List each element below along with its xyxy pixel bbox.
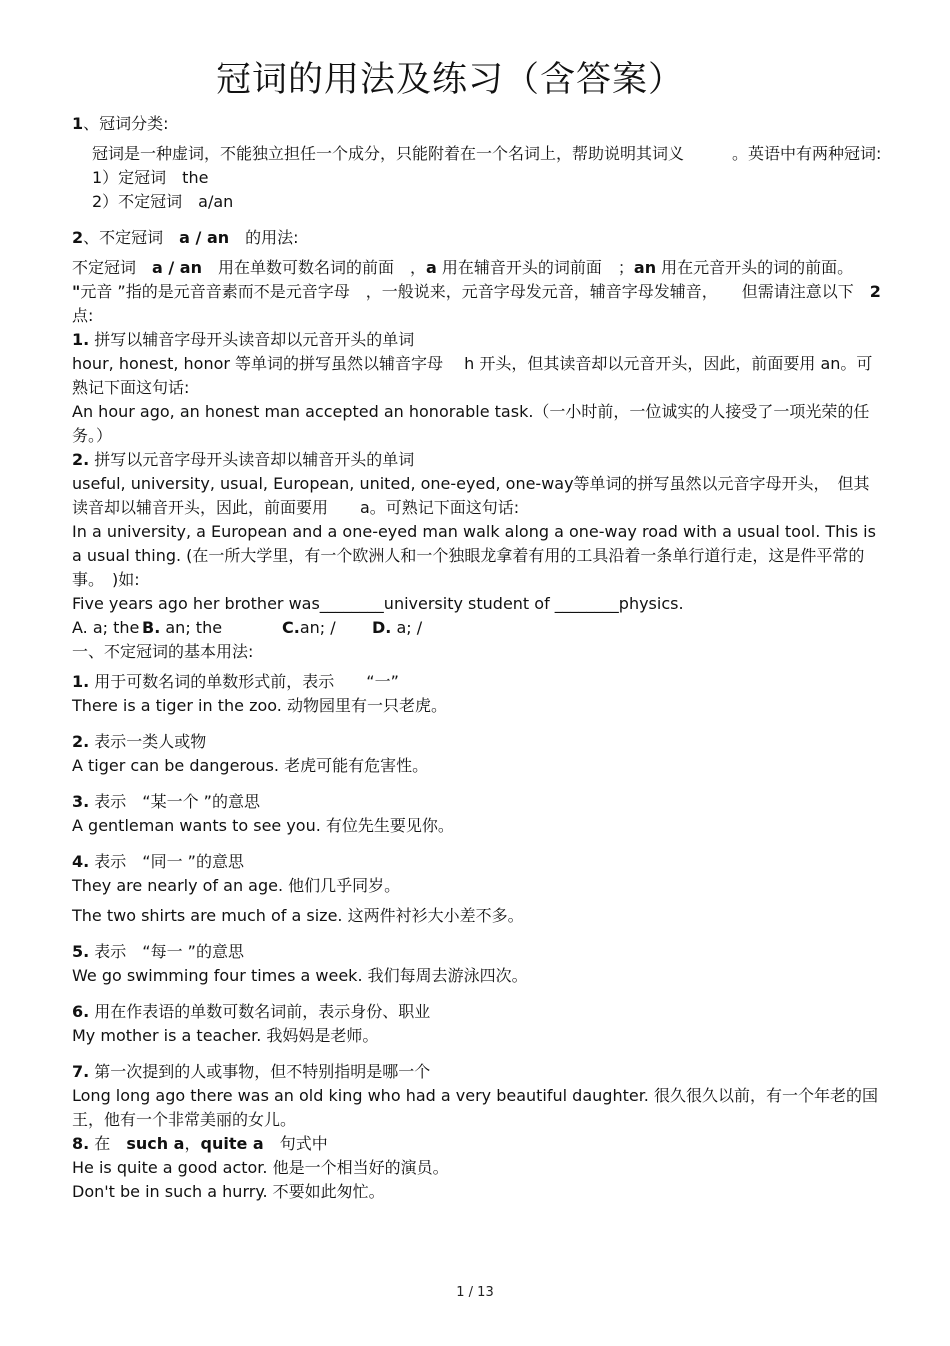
usage-7-title: 7. 第一次提到的人或事物，但不特别指明是哪一个 [72, 1062, 431, 1081]
usage-3-example: A gentleman wants to see you. 有位先生要见你。 [72, 816, 454, 835]
section-1-heading: 1、冠词分类: [72, 114, 169, 133]
usage-4-example-2: The two shirts are much of a size. 这两件衬衫大小差不多。 [72, 906, 524, 925]
usage-5-title: 5. 表示 “每一 ”的意思 [72, 942, 244, 961]
basic-usage-heading: 一、不定冠词的基本用法: [72, 642, 254, 661]
usage-3-title: 3. 表示 “某一个 ”的意思 [72, 792, 260, 811]
point-2-text: useful, university, usual, European, united, one-eyed, one-way等单词的拼写虽然以元音字母开头， 但其读音却以辅音开头，因此，前面要用 a。可熟记下面这句话: [72, 474, 870, 517]
usage-8-title: 8. 在 such a，quite a 句式中 [72, 1134, 328, 1153]
usage-2-example: A tiger can be dangerous. 老虎可能有危害性。 [72, 756, 429, 775]
section-2-heading: 2、不定冠词 a / an 的用法: [72, 228, 299, 247]
usage-7-example: Long long ago there was an old king who had a very beautiful daughter. 很久很久以前，有一个年老的国王，他有一个非常美丽的女儿。 [72, 1086, 878, 1129]
point-2-title: 2. 拼写以元音字母开头读音却以辅音开头的单词 [72, 450, 415, 469]
usage-4-example-1: They are nearly of an age. 他们几乎同岁。 [72, 876, 401, 895]
point-2-example: In a university, a European and a one-eyed man walk along a one-way road with a usual tool. This is a usual thing. (在一所大学里，有一个欧洲人和一个独眼龙拿着有用的工具沿着一条单行道行走，这是件平常的事。 )如: [72, 522, 876, 589]
usage-5-example: We go swimming four times a week. 我们每周去游泳四次。 [72, 966, 528, 985]
usage-4-title: 4. 表示 “同一 ”的意思 [72, 852, 244, 871]
usage-6-title: 6. 用在作表语的单数可数名词前，表示身份、职业 [72, 1002, 431, 1021]
section-1-item-1: 1）定冠词 the [92, 168, 209, 187]
section-2-line-2: "元音 ”指的是元音音素而不是元音字母 ，一般说来，元音字母发元音，辅音字母发辅音， 但需请注意以下 2 点: [72, 282, 881, 325]
usage-1-example: There is a tiger in the zoo. 动物园里有一只老虎。 [72, 696, 447, 715]
option-d: D. a; / [372, 618, 423, 637]
option-b: B. an; the [142, 618, 223, 637]
usage-8-example-1: He is quite a good actor. 他是一个相当好的演员。 [72, 1158, 449, 1177]
point-1-example: An hour ago, an honest man accepted an honorable task.（一小时前，一位诚实的人接受了一项光荣的任务。） [72, 402, 870, 445]
point-1-text: hour, honest, honor 等单词的拼写虽然以辅音字母 h 开头，但其读音却以元音开头，因此，前面要用 an。可熟记下面这句话: [72, 354, 873, 397]
document-body [72, 112, 884, 1204]
page-title: 冠词的用法及练习（含答案） [215, 60, 684, 100]
option-a: A. a; the [72, 618, 140, 637]
section-1-item-2: 2）不定冠词 a/an [92, 192, 234, 211]
usage-8-example-2: Don't be in such a hurry. 不要如此匆忙。 [72, 1182, 385, 1201]
section-1-paragraph: 冠词是一种虚词，不能独立担任一个成分，只能附着在一个名词上，帮助说明其词义 。英语中有两种冠词: [92, 144, 882, 163]
exercise-question: Five years ago her brother was________university student of ________physics. [72, 594, 684, 613]
option-c: C.an; / [282, 618, 336, 637]
page-number: 1 / 13 [456, 1285, 494, 1300]
point-1-title: 1. 拼写以辅音字母开头读音却以元音开头的单词 [72, 330, 415, 349]
usage-2-title: 2. 表示一类人或物 [72, 732, 207, 751]
usage-6-example: My mother is a teacher. 我妈妈是老师。 [72, 1026, 379, 1045]
exercise-options [72, 616, 884, 640]
section-2-line-1: 不定冠词 a / an 用在单数可数名词的前面 ，a 用在辅音开头的词前面 ；an 用在元音开头的词的前面。 [72, 258, 854, 277]
usage-1-title: 1. 用于可数名词的单数形式前，表示 “一” [72, 672, 399, 691]
